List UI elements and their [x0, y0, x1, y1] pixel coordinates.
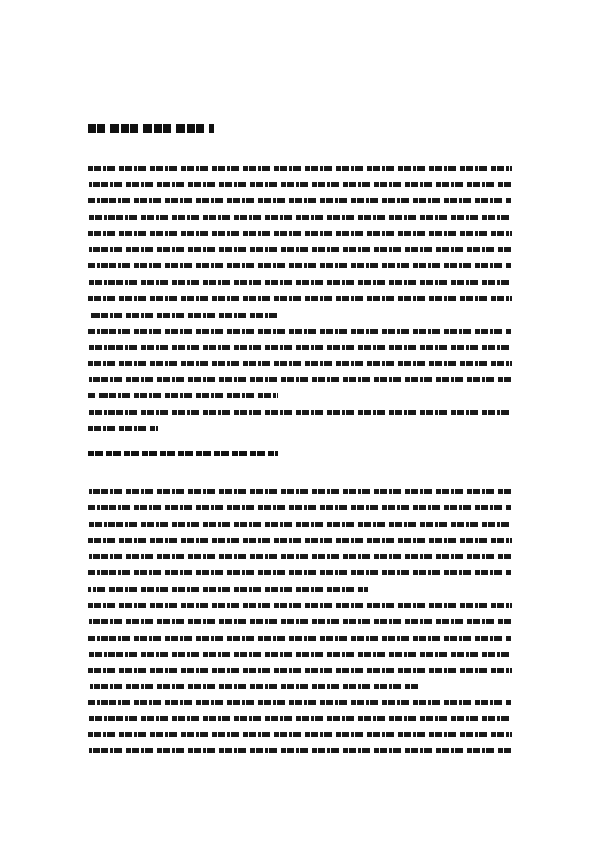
text-line-glyphs: [88, 215, 512, 220]
text-line-glyphs: [88, 263, 512, 268]
text-line: [88, 714, 512, 723]
text-line-glyphs: [88, 393, 278, 398]
document-title: [88, 124, 214, 133]
text-line-glyphs: [88, 668, 512, 673]
text-line-glyphs: [88, 410, 512, 415]
text-line-glyphs: [88, 538, 512, 543]
text-line-glyphs: [88, 313, 278, 318]
text-line: [88, 601, 512, 610]
text-line-glyphs: [88, 748, 512, 753]
text-line: [88, 698, 512, 707]
text-line: [88, 375, 512, 384]
text-line: [88, 682, 418, 691]
text-line-glyphs: [88, 296, 512, 301]
text-line-glyphs: [88, 636, 512, 641]
text-line: [88, 311, 278, 320]
text-line: [88, 196, 512, 205]
text-line: [88, 164, 512, 173]
text-line: [88, 294, 512, 303]
text-line-glyphs: [88, 329, 512, 334]
text-line: [88, 180, 512, 189]
text-line: [88, 634, 512, 643]
text-line-glyphs: [88, 716, 512, 721]
text-line: [88, 746, 512, 755]
text-line-glyphs: [88, 619, 512, 624]
text-line-glyphs: [88, 166, 512, 171]
text-line: [88, 503, 512, 512]
text-line: [88, 536, 512, 545]
text-line: [88, 424, 158, 433]
text-line: [88, 408, 512, 417]
text-line-glyphs: [88, 345, 512, 350]
text-line: [88, 261, 512, 270]
text-line-glyphs: [88, 280, 512, 285]
section-heading: [88, 451, 278, 456]
text-line-glyphs: [88, 587, 368, 592]
text-line: [88, 343, 512, 352]
text-line: [88, 487, 512, 496]
text-line-glyphs: [88, 652, 512, 657]
text-line: [88, 666, 512, 675]
text-line: [88, 359, 512, 368]
text-line-glyphs: [88, 231, 512, 236]
text-line: [88, 229, 512, 238]
text-line: [88, 568, 512, 577]
text-line-glyphs: [88, 732, 512, 737]
text-line-glyphs: [88, 522, 512, 527]
text-line-glyphs: [88, 247, 512, 252]
text-line: [88, 730, 512, 739]
text-line-glyphs: [88, 700, 512, 705]
text-line-glyphs: [88, 182, 512, 187]
text-line-glyphs: [88, 684, 418, 689]
text-line-glyphs: [88, 603, 512, 608]
text-line-glyphs: [88, 554, 512, 559]
text-line-glyphs: [88, 361, 512, 366]
text-line: [88, 278, 512, 287]
text-line: [88, 327, 512, 336]
text-line: [88, 552, 512, 561]
text-line: [88, 213, 512, 222]
text-line-glyphs: [88, 426, 158, 431]
text-line-glyphs: [88, 505, 512, 510]
text-line: [88, 617, 512, 626]
text-line-glyphs: [88, 198, 512, 203]
text-line: [88, 585, 368, 594]
text-line: [88, 650, 512, 659]
text-line-glyphs: [88, 377, 512, 382]
text-line: [88, 245, 512, 254]
text-line: [88, 520, 512, 529]
text-line-glyphs: [88, 570, 512, 575]
text-line: [88, 391, 278, 400]
text-line-glyphs: [88, 489, 512, 494]
